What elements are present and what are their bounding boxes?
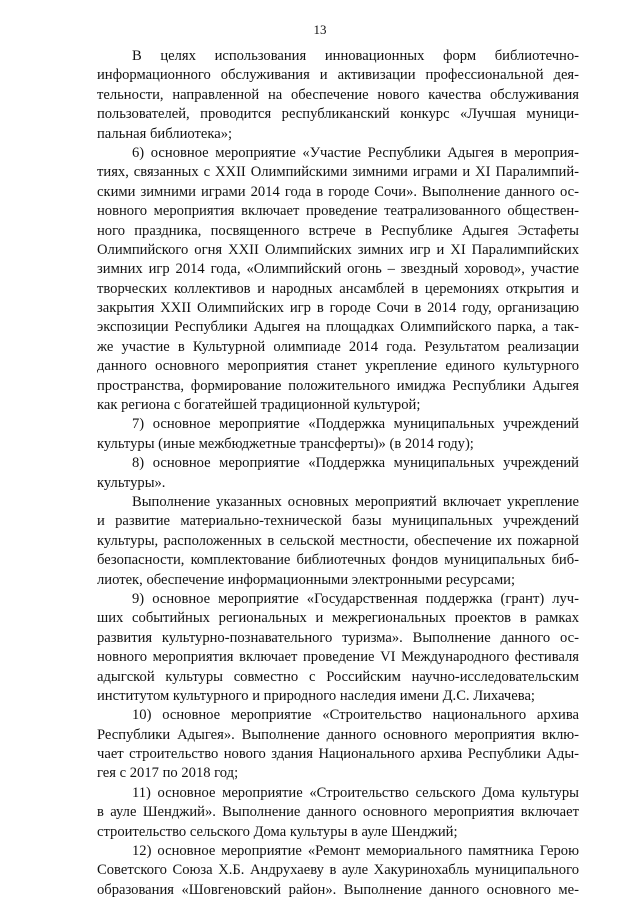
text-line: Выполнение указанных основных мероприятий включает укрепление [132, 493, 579, 510]
text-line: информационного обслуживания и активизации профессиональной дея- [97, 67, 579, 84]
body-text [97, 47, 579, 900]
paragraph [97, 590, 579, 706]
text-line: чает строительство нового здания Национального архива Республики Ады- [97, 746, 579, 763]
text-line: культуры». [97, 474, 166, 491]
text-line: 7) основное мероприятие «Поддержка муниципальных учреждений [132, 416, 579, 433]
text-line: ного праздника, посвященного встрече в Республике Адыгея Эстафеты [97, 222, 579, 239]
paragraph [97, 415, 579, 454]
text-line: культуры (иные межбюджетные трансферты)» (в 2014 году); [97, 435, 474, 452]
text-line: институтом культурного и природного наследия имени Д.С. Лихачева; [97, 687, 535, 704]
text-line: скими зимними играми 2014 года в городе Сочи». Выполнение данного ос- [97, 183, 579, 200]
text-line: гея с 2017 по 2018 год; [97, 765, 239, 782]
text-line: новного мероприятия включает проведение театрализованного обществен- [97, 203, 579, 220]
text-line: пространства, формирование положительного имиджа Республики Адыгея [97, 377, 579, 394]
paragraph [97, 47, 579, 144]
text-line: Олимпийского огня XXII Олимпийских зимних игр и XI Паралимпийских [97, 241, 579, 258]
text-line: 9) основное мероприятие «Государственная поддержка (грант) луч- [132, 590, 579, 607]
text-line: тельности, направленной на обеспечение нового качества обслуживания [97, 86, 579, 103]
text-line: закрытия XXII Олимпийских игр в городе Сочи в 2014 году, организацию [97, 300, 579, 317]
text-line: Советского Союза Х.Б. Андрухаеву в ауле Хакуринохабль муниципального [97, 862, 579, 879]
text-line: же участие в Культурной олимпиаде 2014 года. Результатом реализации [97, 338, 579, 355]
text-line: пальная библиотека»; [97, 125, 233, 142]
text-line: культуры, расположенных в сельской местности, обеспечение их пожарной [97, 532, 579, 549]
page-number: 13 [313, 22, 327, 37]
text-line: тиях, связанных с XXII Олимпийскими зимними играми и XI Паралимпий- [97, 164, 579, 181]
text-line: в ауле Шенджий». Выполнение данного основного мероприятия включает [97, 804, 579, 821]
text-line: В целях использования инновационных форм библиотечно- [132, 48, 579, 64]
text-line: безопасности, комплектование библиотечных фондов муниципальных биб- [97, 552, 579, 569]
text-line: 11) основное мероприятие «Строительство сельского Дома культуры [132, 784, 579, 801]
text-line: пользователей, проводится республиканский конкурс «Лучшая муници- [97, 106, 579, 123]
text-line: адыгской культуры совместно с Российским научно-исследовательским [97, 668, 579, 685]
paragraph [97, 706, 579, 784]
text-line: новного мероприятия включает проведение VI Международного фестиваля [97, 649, 579, 666]
text-line: строительство сельского Дома культуры в ауле Шенджий; [97, 823, 458, 840]
paragraph [97, 493, 579, 590]
text-line: зимних игр 2014 года, «Олимпийский огонь – звездный хоровод», участие [97, 261, 579, 278]
text-line: развития культурно-познавательного туризма». Выполнение данного ос- [97, 629, 579, 646]
paragraph [97, 784, 579, 842]
text-line: экспозиции Республики Адыгея на площадках Олимпийского парка, а так- [97, 319, 579, 336]
text-line: образования «Шовгеновский район». Выполнение данного основного ме- [97, 881, 579, 898]
text-line: 8) основное мероприятие «Поддержка муниципальных учреждений [132, 455, 579, 472]
text-line: 10) основное мероприятие «Строительство национального архива [132, 707, 579, 724]
text-line: 12) основное мероприятие «Ремонт мемориального памятника Герою [132, 843, 579, 860]
text-line: Республики Адыгея». Выполнение данного основного мероприятия вклю- [97, 726, 579, 743]
text-line: лиотек, обеспечение информационными электронными ресурсами; [97, 571, 516, 588]
text-line: ших событийных региональных и межрегиональных проектов в рамках [97, 610, 579, 627]
paragraph [97, 842, 579, 900]
text-line: 6) основное мероприятие «Участие Республики Адыгея в мероприя- [132, 144, 579, 161]
text-line: данного основного мероприятия станет укрепление единого культурного [97, 358, 579, 375]
text-line: и развитие материально-технической базы муниципальных учреждений [97, 513, 579, 530]
paragraph [97, 454, 579, 493]
paragraph [97, 144, 579, 415]
text-line: творческих коллективов и народных ансамблей в церемониях открытия и [97, 280, 579, 297]
text-line: как региона с богатейшей традиционной культурой; [97, 397, 421, 414]
